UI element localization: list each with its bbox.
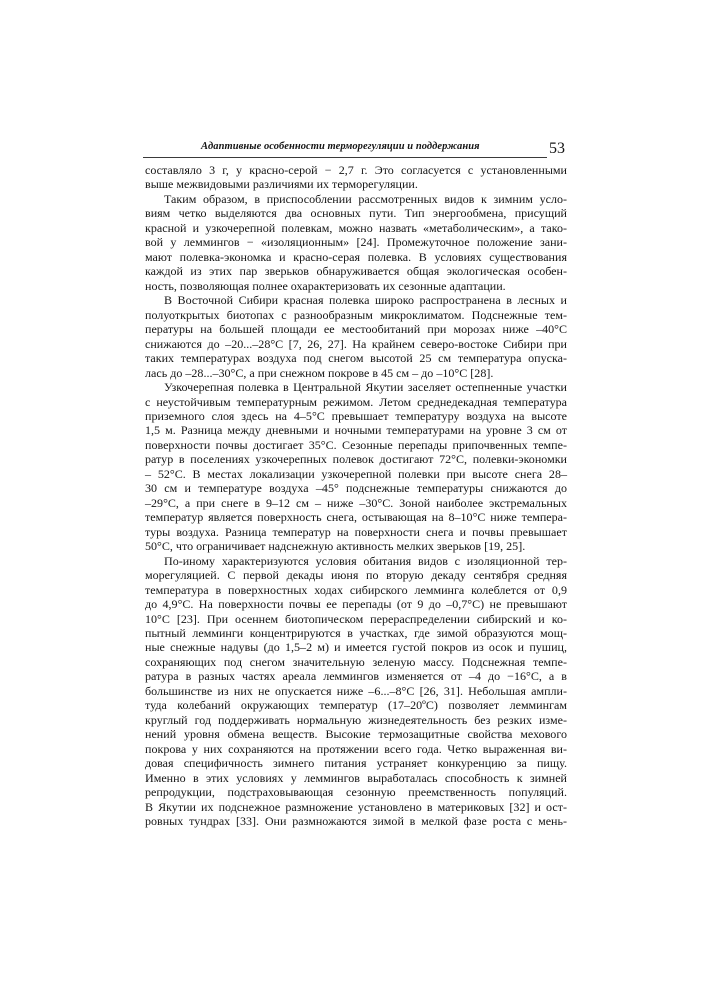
running-title: Адаптивные особенности терморегуляции и поддержания — [201, 141, 480, 152]
paragraph — [145, 554, 567, 829]
text-line: –29°С, а при снеге в 9–12 см – ниже –30°С. Зоной наиболее экстремальных — [145, 495, 567, 510]
text-line: температур является поверхность снега, остывающая на 8–10°С ниже темпера- — [145, 510, 567, 525]
text-line: лась до –28...–30°С, а при снежном покрове в 45 см – до –10°С [28]. — [145, 365, 494, 380]
text-line: Узкочерепная полевка в Центральной Якутии заселяет остепненные участки — [164, 380, 567, 395]
text-line: температура в поверхностных ходах сибирского лемминга колеблется от 0,9 — [145, 582, 567, 597]
text-line: большинстве из них не опускается ниже –6...–8°С [26, 31]. Небольшая ампли- — [145, 683, 567, 698]
text-line: выше межвидовыми различиями их терморегуляции. — [145, 177, 418, 192]
text-line: ратур в поселениях узкочерепных полевок достигают 72°С, полевки-экономки — [145, 452, 567, 467]
text-line: поверхности почвы достигает 35°С. Сезонные перепады припочвенных темпе- — [145, 437, 567, 452]
text-line: морегуляцией. С первой декады июня по вторую декаду сентября средняя — [145, 568, 567, 583]
text-line: полуоткрытых биотопах с разнообразным микроклиматом. Подснежные тем- — [145, 307, 567, 322]
text-line: туда колебаний окружающих температур (17–20ºС) позволяет леммингам — [145, 698, 567, 713]
paragraph — [145, 192, 567, 293]
text-line: каждой из этих пар зверьков обнаруживается общая экологическая особен- — [145, 264, 567, 279]
text-line: покрова у них сохраняются на протяжении всего года. Четко выраженная ви- — [145, 741, 567, 756]
text-line: снижаются до –20...–28°С [7, 26, 27]. На крайнем северо-востоке Сибири при — [145, 336, 567, 351]
text-line: виям четко выделяются два основных пути. Тип энергообмена, присущий — [145, 206, 567, 221]
text-line: круглый год поддерживать нормальную жизнедеятельность без резких изме- — [145, 712, 567, 727]
text-line: ные снежные надувы (до 1,5–2 м) и имеется густой покров из осок и пушиц, — [145, 640, 567, 655]
text-line: красной и узкочерепной полевкам, можно назвать «метаболическим», а тако- — [145, 220, 567, 235]
text-line: 10°С [23]. При осеннем биотопическом перераспределении сибирский и ко- — [145, 611, 567, 626]
text-line: вой у леммингов − «изоляционным» [24]. Промежуточное положение зани- — [145, 235, 567, 250]
text-line: довая специфичность зимнего питания устраняет конкуренцию за пищу. — [145, 756, 567, 771]
paragraph — [145, 163, 567, 192]
text-line: 30 см и температуре воздуха –45° подснежные температуры снижаются до — [145, 481, 567, 496]
body-text — [145, 163, 567, 829]
text-line: 50°С, что ограничивает надснежную активность мелких зверьков [19, 25]. — [145, 539, 526, 554]
text-line: 1,5 м. Разница между дневными и ночными температурами на уровне 3 см от — [145, 423, 567, 438]
text-line: Таким образом, в приспособлении рассмотренных видов к зимним усло- — [164, 191, 567, 206]
text-line: мают полевка-экономка и красно-серая полевка. В условиях существования — [145, 249, 567, 264]
paragraph — [145, 293, 567, 380]
text-line: сохраняющих под снегом значительную зеленую массу. Подснежная темпе- — [145, 654, 567, 669]
paragraph — [145, 380, 567, 554]
running-header — [143, 139, 547, 158]
text-line: Именно в этих условиях у леммингов выработалась способность к зимней — [145, 770, 567, 785]
text-line: ратура в разных частях ареала леммингов изменяется от –4 до −16°С, а в — [145, 669, 567, 684]
text-line: пытный лемминги концентрируются в участках, где зимой образуются мощ- — [145, 626, 567, 640]
text-line: таких температурах воздуха под снегом высотой 25 см температура опуска- — [145, 351, 567, 366]
text-line: ровных тундрах [33]. Они размножаются зимой в мелкой фазе роста с мень- — [145, 814, 567, 829]
text-line: составляло 3 г, у красно-серой − 2,7 г. Это согласуется с установленными — [145, 163, 567, 177]
text-line: ность, позволяющая полнее охарактеризовать их сезонные адаптации. — [145, 278, 506, 293]
text-line: – 52°С. В местах локализации узкочерепной полевки при высоте снега 28– — [145, 466, 567, 481]
text-line: туры воздуха. Разница температур на поверхности снега и почвы превышает — [145, 524, 567, 539]
text-line: В Якутии их подснежное размножение установлено в материковых [32] и ост- — [145, 799, 567, 814]
text-line: репродукции, подстраховывающая сезонную преемственность популяций. — [145, 785, 567, 800]
text-line: пературы на большей площади ее местообитаний при морозах ниже –40°С — [145, 322, 567, 337]
text-line: с неустойчивым температурным режимом. Летом среднедекадная температура — [145, 394, 567, 409]
text-line: В Восточной Сибири красная полевка широко распространена в лесных и — [164, 293, 567, 308]
text-line: По-иному характеризуются условия обитания видов с изоляционной тер- — [164, 553, 567, 568]
text-line: нений уровня обмена веществ. Высокие термозащитные свойства мехового — [145, 727, 567, 742]
page-number: 53 — [549, 140, 565, 157]
text-line: до 4,9°С. На поверхности почвы ее перепады (от 9 до –0,7°С) не превышают — [145, 597, 567, 612]
text-line: приземного слоя здесь на 4–5°С превышает температуру воздуха на высоте — [145, 408, 567, 423]
